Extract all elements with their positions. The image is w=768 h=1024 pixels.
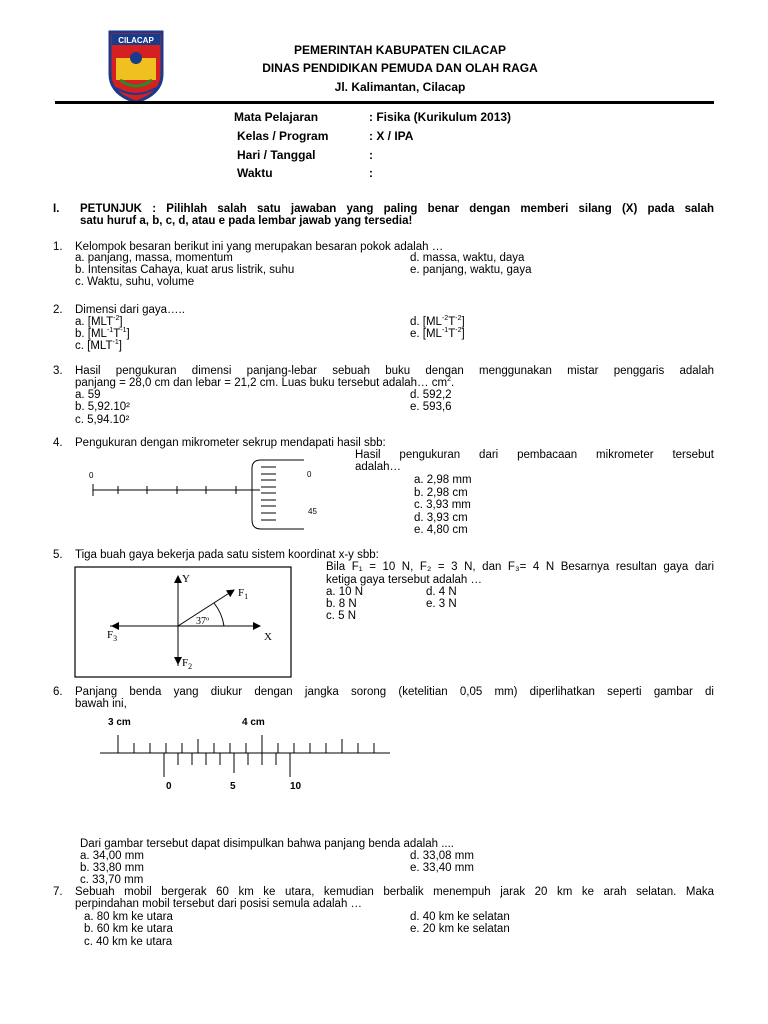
q6-option-c: c. 33,70 mm <box>80 874 144 886</box>
header-title: PEMERINTAH KABUPATEN CILACAP <box>294 43 506 57</box>
meta-value-subject: : Fisika (Kurikulum 2013) <box>369 110 512 124</box>
q3-option-e: e. 593,6 <box>410 401 452 413</box>
q2-option-d: d. $[ML^{-2}T^{-2}]$ <box>410 315 465 328</box>
q3-option-a: a. 59 <box>75 389 101 401</box>
q6-option-a: a. 34,00 mm <box>80 850 144 862</box>
q2-text: Dimensi dari gaya….. <box>75 304 185 316</box>
q6-option-e: e. 33,40 mm <box>410 862 474 874</box>
vernier-label-4cm: 4 cm <box>242 717 265 728</box>
y-axis-label: Y <box>182 573 190 585</box>
instruction-line2: satu huruf a, b, c, d, atau e pada lembar jawab yang tersedia! <box>80 215 413 227</box>
q5-option-d: d. 4 N <box>426 586 457 598</box>
header-divider <box>55 101 714 104</box>
q6-option-d: d. 33,08 mm <box>410 850 474 862</box>
q5-right-line2: ketiga gaya tersebut adalah … <box>326 574 482 586</box>
logo <box>106 28 166 104</box>
vernier-label-3cm: 3 cm <box>108 717 131 728</box>
q1-option-b: b. Intensitas Cahaya, kuat arus listrik, suhu <box>75 264 295 276</box>
q4-right-line1: Hasil pengukuran dari pembacaan mikrometer tersebut <box>355 449 714 461</box>
q1-option-d: d. massa, waktu, daya <box>410 252 525 264</box>
vernier-label-0: 0 <box>166 781 172 792</box>
header-department: DINAS PENDIDIKAN PEMUDA DAN OLAH RAGA <box>262 61 538 75</box>
q4-option-b: b. 2,98 cm <box>414 487 468 499</box>
q5-right-line1: Bila F₁ = 10 N, F₂ = 3 N, dan F₃= 4 N Besarnya resultan gaya dari <box>326 561 714 573</box>
q4-right-line2: adalah… <box>355 461 402 473</box>
q3-line2: panjang = 28,0 cm dan lebar = 21,2 cm. Luas buku tersebut adalah… $cm^2$. <box>75 376 455 389</box>
x-axis-label: X <box>264 631 272 643</box>
q4-option-a: a. 2,98 mm <box>414 474 472 486</box>
q7-option-c: c. 40 km ke utara <box>84 936 173 948</box>
meta-label-subject: Mata Pelajaran <box>234 110 319 124</box>
q3-line1: Hasil pengukuran dimensi panjang-lebar sebuah buku dengan menggunakan mistar penggaris adalah <box>75 365 714 377</box>
q6-line1: Panjang benda yang diukur dengan jangka sorong (ketelitian 0,05 mm) diperlihatkan seperti gambar di <box>75 686 714 698</box>
q3-option-b: b. 5,92.10² <box>75 401 130 413</box>
q3-option-c: c. 5,94.10² <box>75 414 130 426</box>
q5-option-b: b. 8 N <box>326 598 357 610</box>
force-diagram <box>74 566 294 679</box>
angle-label: 37º <box>196 616 210 627</box>
angle-arc <box>214 603 224 626</box>
instruction-line1: PETUNJUK : Pilihlah salah satu jawaban yang paling benar dengan memberi silang (X) pada salah <box>80 203 714 215</box>
vernier-main-scale <box>118 735 374 753</box>
q2-option-a: a. $[MLT^{-2}]$ <box>75 315 123 328</box>
q4-text: Pengukuran dengan mikrometer sekrup mendapati hasil sbb: <box>75 437 386 449</box>
q1-option-e: e. panjang, waktu, gaya <box>410 264 532 276</box>
q5-option-c: c. 5 N <box>326 610 357 622</box>
q6-number: 6. <box>53 686 63 698</box>
vernier-label-5: 5 <box>230 781 236 792</box>
q5-option-a: a. 10 N <box>326 586 364 598</box>
q7-line2: perpindahan mobil tersebut dari posisi semula adalah … <box>75 898 363 910</box>
q2-option-e: e. $[ML^{-1}T^{-2}]$ <box>410 327 465 340</box>
q1-text: Kelompok besaran berikut ini yang merupakan besaran pokok adalah … <box>75 241 444 253</box>
f1-label: $F_1$ <box>238 587 249 601</box>
micrometer-thimble <box>252 460 304 529</box>
micrometer-label-zero-main: 0 <box>89 471 94 480</box>
q7-option-b: b. 60 km ke utara <box>84 923 173 935</box>
q2-number: 2. <box>53 304 63 316</box>
q7-option-a: a. 80 km ke utara <box>84 911 173 923</box>
q7-option-d: d. 40 km ke selatan <box>410 911 510 923</box>
vernier-figure <box>98 713 398 797</box>
header-address: Jl. Kalimantan, Cilacap <box>334 80 466 94</box>
q1-option-c: c. Waktu, suhu, volume <box>75 276 195 288</box>
q2-option-c: c. $[MLT^{-1}]$ <box>75 339 122 352</box>
q6-line2: bawah ini, <box>75 698 127 710</box>
q4-number: 4. <box>53 437 63 449</box>
micrometer-label-zero-thimble: 0 <box>307 470 312 479</box>
q6-conclusion: Dari gambar tersebut dapat disimpulkan bahwa panjang benda adalah .... <box>80 838 454 850</box>
f3-label: $F_3$ <box>107 629 118 643</box>
q6-option-b: b. 33,80 mm <box>80 862 144 874</box>
meta-label-class: Kelas / Program <box>237 129 329 143</box>
q7-line1: Sebuah mobil bergerak 60 km ke utara, kemudian berbalik menempuh jarak 20 km ke arah selatan. Maka <box>75 886 714 898</box>
vernier-label-10: 10 <box>290 781 302 792</box>
vernier-sliding-scale <box>164 753 290 777</box>
q5-text: Tiga buah gaya bekerja pada satu sistem koordinat x-y sbb: <box>75 549 379 561</box>
q4-option-e: e. 4,80 cm <box>414 524 468 536</box>
q5-option-e: e. 3 N <box>426 598 457 610</box>
instruction-number: I. <box>53 203 60 215</box>
f2-label: $F_2$ <box>182 657 193 671</box>
meta-label-time: Waktu <box>237 166 273 180</box>
meta-value-time: : <box>369 166 373 180</box>
meta-value-date: : <box>369 148 373 162</box>
meta-label-date: Hari / Tanggal <box>237 148 316 162</box>
q3-option-d: d. 592,2 <box>410 389 452 401</box>
q4-option-c: c. 3,93 mm <box>414 499 471 511</box>
q7-number: 7. <box>53 886 63 898</box>
micrometer-figure <box>80 458 350 540</box>
micrometer-label-45: 45 <box>308 507 317 516</box>
q1-option-a: a. panjang, massa, momentum <box>75 252 233 264</box>
q7-option-e: e. 20 km ke selatan <box>410 923 510 935</box>
q3-number: 3. <box>53 365 63 377</box>
q1-number: 1. <box>53 241 63 253</box>
q5-number: 5. <box>53 549 63 561</box>
q2-option-b: b. $[ML^{-1}T^{-1}]$ <box>75 327 130 340</box>
meta-value-class: : X / IPA <box>369 129 414 143</box>
logo-text: CILACAP <box>118 36 154 45</box>
q4-option-d: d. 3,93 cm <box>414 512 468 524</box>
